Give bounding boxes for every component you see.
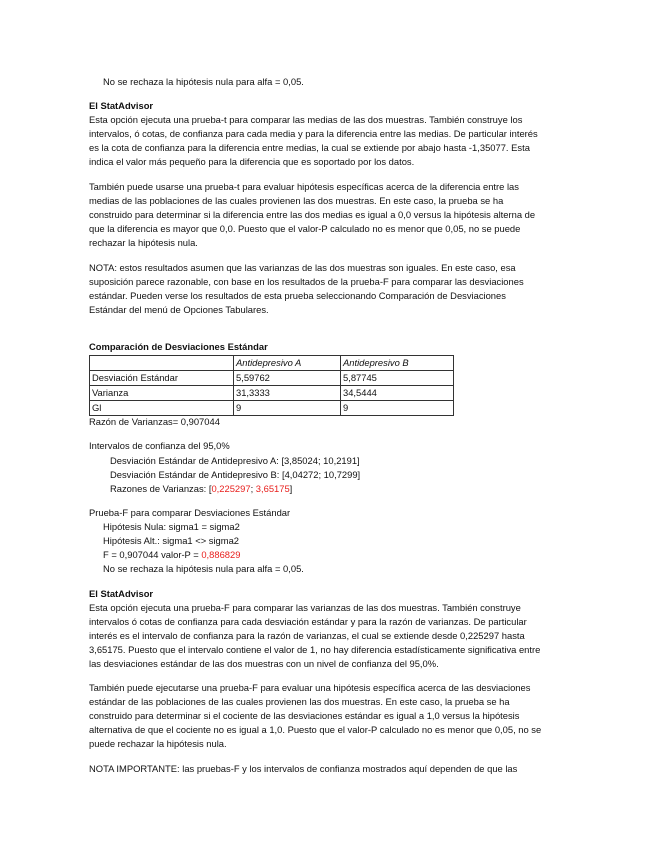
table-cell: 5,87745 — [341, 371, 454, 386]
interval-sd-b: Desviación Estándar de Antidepresivo B: [4,04272; 10,7299] — [110, 469, 361, 480]
table-cell: 9 — [234, 401, 341, 416]
paragraph-line: Esta opción ejecuta una prueba-F para comparar las varianzas de las dos muestras. También construye — [89, 602, 521, 613]
important-note: NOTA IMPORTANTE: las pruebas-F y los intervalos de confianza mostrados aquí dependen de que las — [89, 763, 518, 774]
intervals-title: Intervalos de confianza del 95,0% — [89, 440, 230, 451]
ratio-prefix: Razones de Varianzas: [ — [110, 483, 212, 494]
paragraph-line: estándar. Pueden verse los resultados de esta prueba seleccionando Comparación de Desviaciones — [89, 290, 506, 301]
paragraph-line: interés es el intervalo de confianza para la razón de varianzas, el cual se extiende desde 0,225297 hasta — [89, 630, 525, 641]
paragraph-line: intervalos ó cotas de confianza para cada desviación estándar y para la razón de varianzas. De particular — [89, 616, 527, 627]
table-header-cell — [90, 356, 234, 371]
interval-sd-a: Desviación Estándar de Antidepresivo A: [3,85024; 10,2191] — [110, 455, 360, 466]
interval-variance-ratio — [110, 484, 292, 493]
table-header-cell: Antidepresivo A — [234, 356, 341, 371]
paragraph-line: las desviaciones estándar de las dos muestras con un nivel de confianza del 95,0%. — [89, 658, 439, 669]
table-row — [90, 401, 454, 416]
paragraph-line: que la diferencia es mayor que 0,0. Puesto que el valor-P calculado no es menor que 0,05, no se puede — [89, 223, 521, 234]
table-row — [90, 386, 454, 401]
statadvisor-f-title: El StatAdvisor — [89, 588, 154, 599]
paragraph-line: También puede ejecutarse una prueba-F para evaluar una hipótesis específica acerca de las desviaciones — [89, 682, 531, 693]
paragraph-line: construido para determinar si el cociente de las desviaciones estándar es igual a 1,0 versus la hipótesis — [89, 710, 520, 721]
t-test-conclusion: No se rechaza la hipótesis nula para alfa = 0,05. — [103, 76, 304, 87]
table-cell: Gl — [90, 401, 234, 416]
paragraph-line: Esta opción ejecuta una prueba-t para comparar las medias de las dos muestras. También construye los — [89, 114, 523, 125]
table-cell: 31,3333 — [234, 386, 341, 401]
paragraph-line: 3,65175. Puesto que el intervalo contiene el valor de 1, no hay diferencia estadísticamente significativa entre — [89, 644, 541, 655]
comparison-table — [89, 355, 454, 416]
paragraph-line: es la cota de confianza para la diferencia entre medias, la cual se extiende por abajo hasta -1,35077. Esta — [89, 142, 530, 153]
paragraph-line: suposición parece razonable, con base en los resultados de la prueba-F para comparar las desviaciones — [89, 276, 524, 287]
ratio-suffix: ] — [289, 483, 293, 494]
paragraph-line: alternativa de que el cociente no es igual a 1,0. Puesto que el valor-P calculado no es menor que 0,05, no se — [89, 724, 542, 735]
table-header-cell: Antidepresivo B — [341, 356, 454, 371]
variance-ratio: Razón de Varianzas= 0,907044 — [89, 416, 220, 427]
paragraph-line: rechazar la hipótesis nula. — [89, 237, 198, 248]
paragraph-line: medias de las poblaciones de las cuales provienen las dos muestras. En este caso, la prueba se ha — [89, 195, 504, 206]
paragraph-line: intervalos, ó cotas, de confianza para cada media y para la diferencia entre las medias. De particular interés — [89, 128, 538, 139]
table-row — [90, 371, 454, 386]
table-cell: Varianza — [90, 386, 234, 401]
alt-hypothesis: Hipótesis Alt.: sigma1 <> sigma2 — [103, 535, 240, 546]
table-header-row — [90, 356, 454, 371]
comparison-title: Comparación de Desviaciones Estándar — [89, 341, 268, 352]
table-cell: 34,5444 — [341, 386, 454, 401]
ratio-low-value: 0,225297 — [211, 483, 251, 494]
table-cell: Desviación Estándar — [90, 371, 234, 386]
f-statistic-line — [103, 550, 240, 559]
paragraph-line: indica el valor más pequeño para la diferencia que es soportado por los datos. — [89, 156, 415, 167]
paragraph-line: Estándar del menú de Opciones Tabulares. — [89, 304, 269, 315]
table-cell: 5,59762 — [234, 371, 341, 386]
statadvisor-t-title: El StatAdvisor — [89, 100, 154, 111]
paragraph-line: NOTA: estos resultados asumen que las varianzas de las dos muestras son iguales. En este caso, esa — [89, 262, 516, 273]
paragraph-line: estándar de las poblaciones de las cuales provienen las dos muestras. En este caso, la prueba se ha — [89, 696, 510, 707]
ftest-title: Prueba-F para comparar Desviaciones Estándar — [89, 507, 291, 518]
paragraph-line: construido para determinar si la diferencia entre las dos medias es igual a 0,0 versus la hipótesis alterna de — [89, 209, 536, 220]
ratio-separator: ; — [250, 483, 256, 494]
p-value: 0,886829 — [201, 549, 241, 560]
null-hypothesis: Hipótesis Nula: sigma1 = sigma2 — [103, 521, 240, 532]
f-test-conclusion: No se rechaza la hipótesis nula para alfa = 0,05. — [103, 563, 304, 574]
f-statistic: F = 0,907044 valor-P = — [103, 549, 202, 560]
table-cell: 9 — [341, 401, 454, 416]
paragraph-line: puede rechazar la hipótesis nula. — [89, 738, 227, 749]
paragraph-line: También puede usarse una prueba-t para evaluar hipótesis específicas acerca de la diferencia entre las — [89, 181, 519, 192]
ratio-high-value: 3,65175 — [255, 483, 290, 494]
